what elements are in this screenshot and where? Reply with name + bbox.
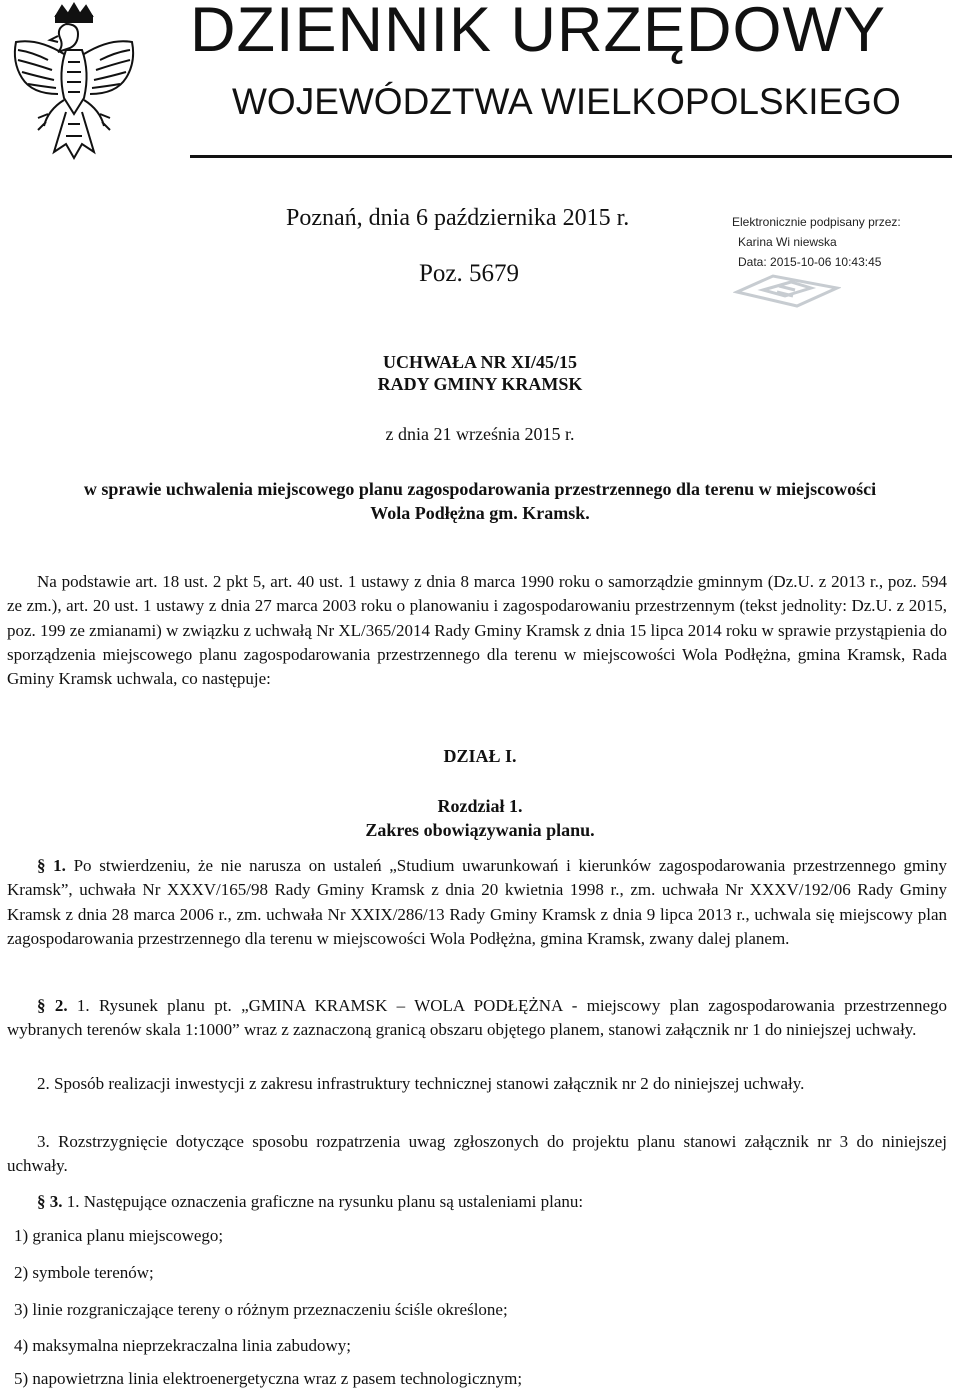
publication-title: DZIENNIK URZĘDOWY — [190, 0, 887, 65]
resolution-issuer: RADY GMINY KRAMSK — [377, 374, 583, 394]
place-date: Poznań, dnia 6 października 2015 r. — [286, 205, 630, 231]
paragraph-2-mark: § 2. — [37, 996, 68, 1015]
position-number: Poz. 5679 — [419, 260, 519, 287]
preamble: Na podstawie art. 18 ust. 2 pkt 5, art. 40 ust. 1 ustawy z dnia 8 marca 1990 roku o samorządzie gminnym (Dz.U. z 2013 r., poz. 594 ze zm.), art. 20 ust. 1 ustawy z dnia 27 marca 2003 roku o planowaniu i zagospodarowaniu przestrzennym (tekst jednolity: Dz.U. z 2015, poz. 199 ze zmianami) w związku z uchwałą Nr XL/365/2014 Rady Gminy Kramsk z dnia 15 lipca 2014 roku w sprawie przystąpienia do sporządzenia miejscowego planu zagospodarowania przestrzennego dla terenu w miejscowości Wola Podłężna, gmina Kramsk, Rada Gminy Kramsk uchwala, co następuje: — [7, 572, 947, 689]
list-item: 5) napowietrzna linia elektroenergetyczna wraz z pasem technologicznym; — [14, 1369, 523, 1388]
list-item: 4) maksymalna nieprzekraczalna linia zabudowy; — [14, 1336, 352, 1355]
paragraph-2-item-2: 2. Sposób realizacji inwestycji z zakresu infrastruktury technicznej stanowi załącznik nr 2 do niniejszej uchwały. — [37, 1074, 805, 1093]
electronic-signature — [732, 212, 952, 272]
e-signature-stamp-icon — [733, 272, 841, 308]
resolution-number: UCHWAŁA NR XI/45/15 — [382, 352, 578, 372]
paragraph-2-text: 1. Rysunek planu pt. „GMINA KRAMSK – WOLA PODŁĘŻNA - miejscowy plan zagospodarowania przestrzennego wybranych terenów skala 1:1000” wraz z zaznaczoną granicą obszaru objętego planem, stanowi załącznik nr 1 do niniejszej uchwały. — [7, 996, 948, 1040]
list-item: 2) symbole terenów; — [14, 1263, 154, 1282]
signature-line-1: Elektronicznie podpisany przez: — [732, 215, 901, 229]
paragraph-1-text: Po stwierdzeniu, że nie narusza on ustaleń „Studium uwarunkowań i kierunków zagospodarowania przestrzennego gminy Kramsk”, uchwała Nr XXXV/165/98 Rady Gminy Kramsk z dnia 20 kwietnia 1998 r., zm. uchwała Nr XXXV/192/06 Rady Gminy Kramsk z dnia 28 marca 2006 r., zm. uchwała Nr XXIX/286/13 Rady Gminy Kramsk z dnia 9 lipca 2013 r., uchwala się miejscowy plan zagospodarowania przestrzennego dla terenu w miejscowości Wola Podłężna, gmina Kramsk, zwany dalej planem. — [7, 856, 948, 948]
list-item: 3) linie rozgraniczające tereny o różnym przeznaczeniu ściśle określone; — [14, 1300, 508, 1319]
paragraph-1 — [7, 854, 947, 951]
paragraph-2-item-3: 3. Rozstrzygnięcie dotyczące sposobu rozpatrzenia uwag zgłoszonych do projektu planu stanowi załącznik nr 3 do niniejszej uchwały. — [7, 1132, 947, 1176]
signature-line-2: Karina Wi niewska — [738, 235, 837, 249]
publication-subtitle: WOJEWÓDZTWA WIELKOPOLSKIEGO — [232, 81, 901, 122]
division-heading: DZIAŁ I. — [443, 746, 517, 766]
paragraph-3-text: 1. Następujące oznaczenia graficzne na rysunku planu są ustaleniami planu: — [62, 1192, 584, 1211]
header-rule — [190, 155, 952, 158]
chapter-heading: Rozdział 1. — [437, 796, 523, 816]
signature-line-3: Data: 2015-10-06 10:43:45 — [738, 255, 882, 269]
paragraph-1-mark: § 1. — [37, 856, 66, 875]
chapter-title: Zakres obowiązywania planu. — [365, 820, 595, 840]
resolution-date: z dnia 21 września 2015 r. — [385, 424, 575, 444]
paragraph-3 — [7, 1190, 947, 1214]
polish-eagle-emblem-icon — [8, 2, 140, 162]
paragraph-3-mark: § 3. — [37, 1192, 63, 1211]
list-item: 1) granica planu miejscowego; — [14, 1226, 224, 1245]
resolution-subject-line-1: w sprawie uchwalenia miejscowego planu zagospodarowania przestrzennego dla terenu w miejscowości — [83, 479, 877, 499]
resolution-subject-line-2: Wola Podłężna gm. Kramsk. — [370, 503, 590, 523]
paragraph-2 — [7, 994, 947, 1043]
